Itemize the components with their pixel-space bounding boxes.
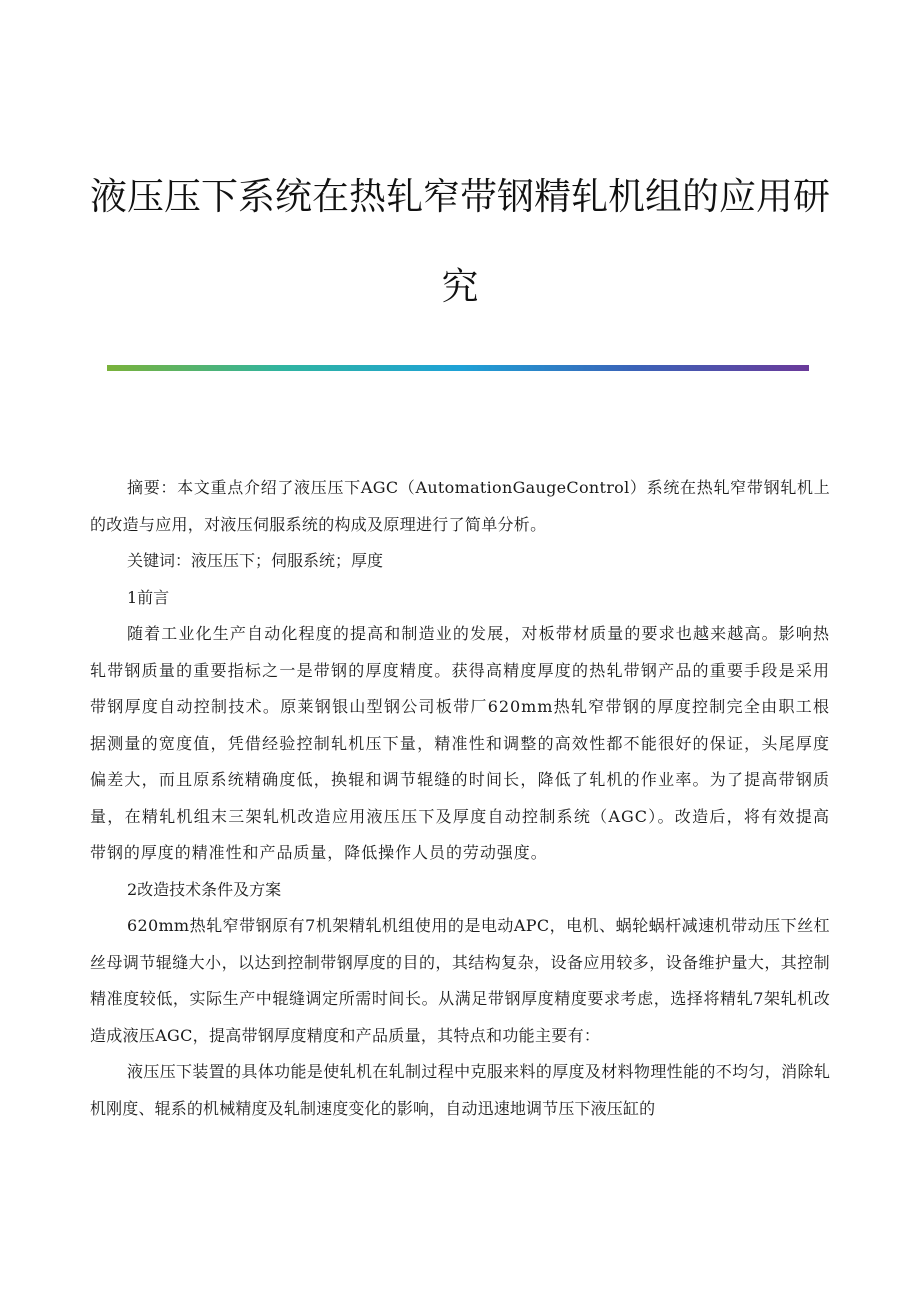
title-line-2: 究 xyxy=(441,265,479,308)
document-title xyxy=(90,175,830,308)
gradient-divider xyxy=(107,365,809,371)
keywords-line: 关键词：液压压下；伺服系统；厚度 xyxy=(127,551,384,570)
section-2-heading: 2改造技术条件及方案 xyxy=(127,879,282,899)
document-body xyxy=(90,470,830,1127)
section-2-paragraph-2: 液压压下装置的具体功能是使轧机在轧制过程中克服来料的厚度及材料物理性能的不均匀，消除轧机刚度、辊系的机械精度及轧制速度变化的影响，自动迅速地调节压下液压缸的 xyxy=(90,1062,830,1118)
section-1-heading: 1前言 xyxy=(127,587,170,607)
section-1-paragraph: 随着工业化生产自动化程度的提高和制造业的发展，对板带材质量的要求也越来越高。影响热轧带钢质量的重要指标之一是带钢的厚度精度。获得高精度厚度的热轧带钢产品的重要手段是采用带钢厚度自动控制技术。原莱钢银山型钢公司板带厂620mm热轧窄带钢的厚度控制完全由职工根据测量的宽度值，凭借经验控制轧机压下量，精准性和调整的高效性都不能很好的保证，头尾厚度偏差大，而且原系统精确度低，换辊和调节辊缝的时间长，降低了轧机的作业率。为了提高带钢质量，在精轧机组末三架轧机改造应用液压压下及厚度自动控制系统（AGC）。改造后，将有效提高带钢的厚度的精准性和产品质量，降低操作人员的劳动强度。 xyxy=(90,624,830,862)
section-2-paragraph: 620mm热轧窄带钢原有7机架精轧机组使用的是电动APC，电机、蜗轮蜗杆减速机带动压下丝杠丝母调节辊缝大小，以达到控制带钢厚度的目的，其结构复杂，设备应用较多，设备维护量大，其控制精准度较低，实际生产中辊缝调定所需时间长。从满足带钢厚度精度要求考虑，选择将精轧7架轧机改造成液压AGC，提高带钢厚度精度和产品质量，其特点和功能主要有： xyxy=(90,916,830,1045)
abstract-paragraph: 摘要：本文重点介绍了液压压下AGC（AutomationGaugeControl）系统在热轧窄带钢轧机上的改造与应用，对液压伺服系统的构成及原理进行了简单分析。 xyxy=(90,478,830,534)
title-line-1: 液压压下系统在热轧窄带钢精轧机组的应用研 xyxy=(90,175,830,218)
